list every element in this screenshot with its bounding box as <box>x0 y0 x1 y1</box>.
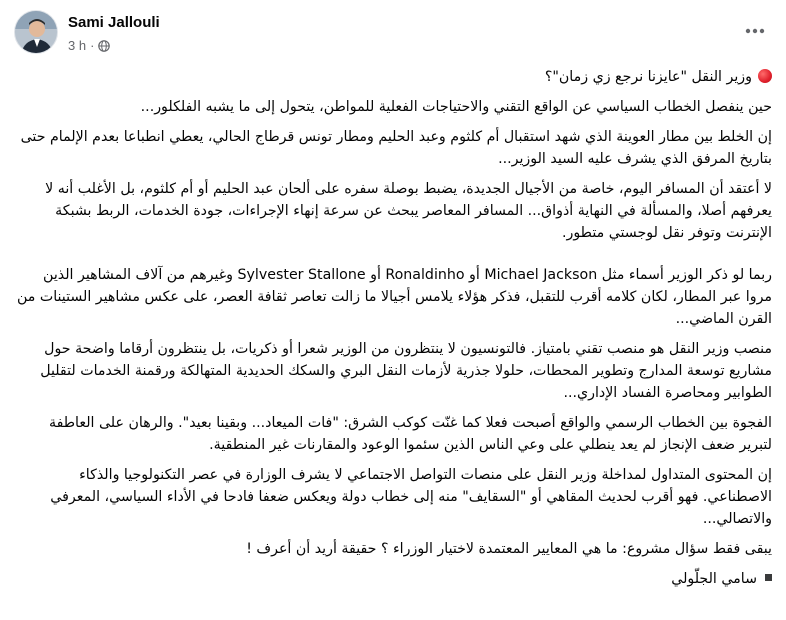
more-options-icon <box>745 28 765 34</box>
paragraph-7: إن المحتوى المتداول لمداخلة وزير النقل على منصات التواصل الاجتماعي لا يشرف الوزارة في عصر التكنولوجيا والذكاء الاصطناعي. فهو أقرب لحديث المقاهي أو "السقايف" منه إلى خطاب دولة ويعكس ضعفا فادحا في الأداء السياسي، المعرفي والاتصالي... <box>50 467 772 527</box>
bullet-icon <box>765 574 772 581</box>
post-body <box>14 66 772 598</box>
post-meta <box>68 38 110 53</box>
avatar-photo <box>15 11 58 54</box>
paragraph-8: يبقى فقط سؤال مشروع: ما هي المعايير المعتمدة لاختيار الوزراء ؟ حقيقة أريد أن أعرف ! <box>246 541 772 557</box>
post-headline <box>14 66 772 88</box>
paragraph-5: منصب وزير النقل هو منصب تقني بامتياز. فالتونسيون لا ينتظرون من الوزير شعرا أو ذكريات، بل ينتظرون أرقاما واضحة حول مشاريع توسعة المدارج وتطوير المحطات، حلولا جذرية لأزمات النقل البري والسكك الحديدية المتهالكة ورقمنة الخدمات لتقليل الطوابير ومحاصرة الفساد الإداري... <box>40 341 772 401</box>
signature-text: سامي الجلّولي <box>671 571 757 587</box>
signature <box>14 568 772 590</box>
paragraph-1: حين ينفصل الخطاب السياسي عن الواقع التقني والاحتياجات الفعلية للمواطن، يتحول إلى ما يشبه الفلكلور... <box>140 99 772 115</box>
meta-separator: · <box>90 38 95 53</box>
post-time[interactable]: 3 h <box>68 38 87 53</box>
author-avatar[interactable] <box>14 10 58 54</box>
paragraph-3: لا أعتقد أن المسافر اليوم، خاصة من الأجيال الجديدة، يضبط بوصلة سفره على ألحان عبد الحليم أو أم كلثوم، بل الأغلب أنه لا يعرفهم أصلا، والمسألة في النهاية أذواق... المسافر المعاصر يبحث عن سرعة إنهاء الإجراءات، جودة الخدمات، الربط بشبكة الإنترنت وتوفر نقل لوجستي متطور. <box>45 181 772 241</box>
headline-text: وزير النقل "عايزنا نرجع زي زمان"؟ <box>544 69 752 85</box>
paragraph-6: الفجوة بين الخطاب الرسمي والواقع أصبحت فعلا كما غنّت كوكب الشرق: "فات الميعاد... وبقينا بعيد". والرهان على العاطفة لتبرير ضعف الإنجاز لم يعد ينطلي على وعي الناس الذين سئموا الوعود والمقارنات غير المنطقية. <box>48 415 772 453</box>
globe-icon[interactable] <box>98 40 110 52</box>
more-options-button[interactable] <box>740 16 770 46</box>
post-header <box>14 10 774 60</box>
paragraph-4: ربما لو ذكر الوزير أسماء مثل Michael Jackson أو Ronaldinho أو Sylvester Stallone وغيرهم من آلاف المشاهير الذين مروا عبر المطار، لكان كلامه أقرب للتقبل، فذكر هؤلاء يلامس أجيالا ما زالت تعاصر ثقافة العصر، على عكس مشاهير الستينات من القرن الماضي... <box>16 267 772 327</box>
red-circle-icon <box>758 69 772 83</box>
paragraph-2: إن الخلط بين مطار العوينة الذي شهد استقبال أم كلثوم وعبد الحليم ومطار تونس قرطاج الحالي، يعطي انطباعا بعدم الإلمام حتى بتاريخ المرفق الذي يشرف عليه السيد الوزير... <box>20 129 772 167</box>
author-name[interactable]: Sami Jallouli <box>68 14 160 31</box>
